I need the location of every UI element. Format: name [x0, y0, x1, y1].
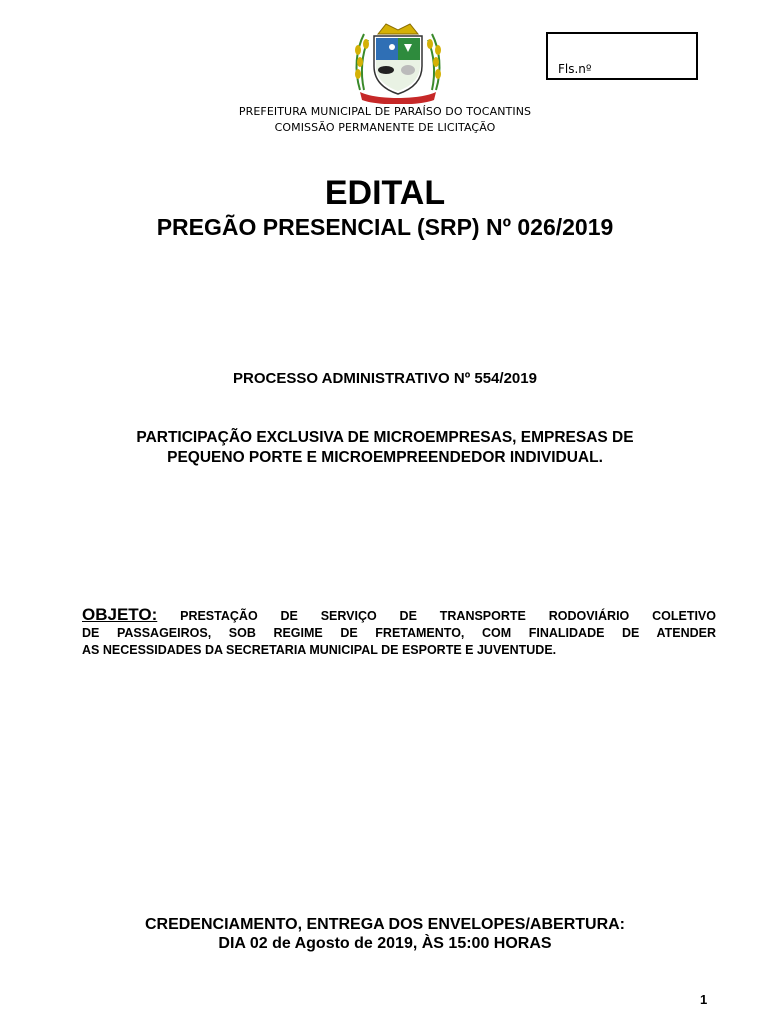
- object-line-1: [82, 606, 716, 625]
- object-label: OBJETO:: [82, 605, 158, 624]
- folio-label: Fls.nº: [558, 62, 592, 76]
- object-line-2: DE PASSAGEIROS, SOB REGIME DE FRETAMENTO, COM FINALIDADE DE ATENDER: [82, 626, 716, 640]
- process-number: PROCESSO ADMINISTRATIVO Nº 554/2019: [233, 370, 537, 387]
- object-line-3: AS NECESSIDADES DA SECRETARIA MUNICIPAL DE ESPORTE E JUVENTUDE.: [82, 643, 557, 657]
- folio-number-box: [546, 32, 698, 80]
- credentialing-date: DIA 02 de Agosto de 2019, ÀS 15:00 HORAS: [218, 935, 552, 952]
- page-number: 1: [700, 992, 708, 1007]
- participation-line-2: PEQUENO PORTE E MICROEMPREENDEDOR INDIVIDUAL.: [167, 449, 603, 466]
- document-subtitle: PREGÃO PRESENCIAL (SRP) Nº 026/2019: [156, 214, 614, 240]
- object-section: [82, 606, 716, 659]
- commission-name: COMISSÃO PERMANENTE DE LICITAÇÃO: [274, 121, 496, 134]
- coat-of-arms-logo: [346, 20, 450, 104]
- document-title: EDITAL: [324, 174, 446, 212]
- object-text-1: PRESTAÇÃO DE SERVIÇO DE TRANSPORTE RODOVIÁRIO COLETIVO: [180, 609, 716, 623]
- participation-line-1: PARTICIPAÇÃO EXCLUSIVA DE MICROEMPRESAS, EMPRESAS DE: [136, 429, 634, 446]
- municipality-name: PREFEITURA MUNICIPAL DE PARAÍSO DO TOCANTINS: [238, 105, 532, 118]
- credentialing-line-1: CREDENCIAMENTO, ENTREGA DOS ENVELOPES/ABERTURA:: [144, 916, 626, 933]
